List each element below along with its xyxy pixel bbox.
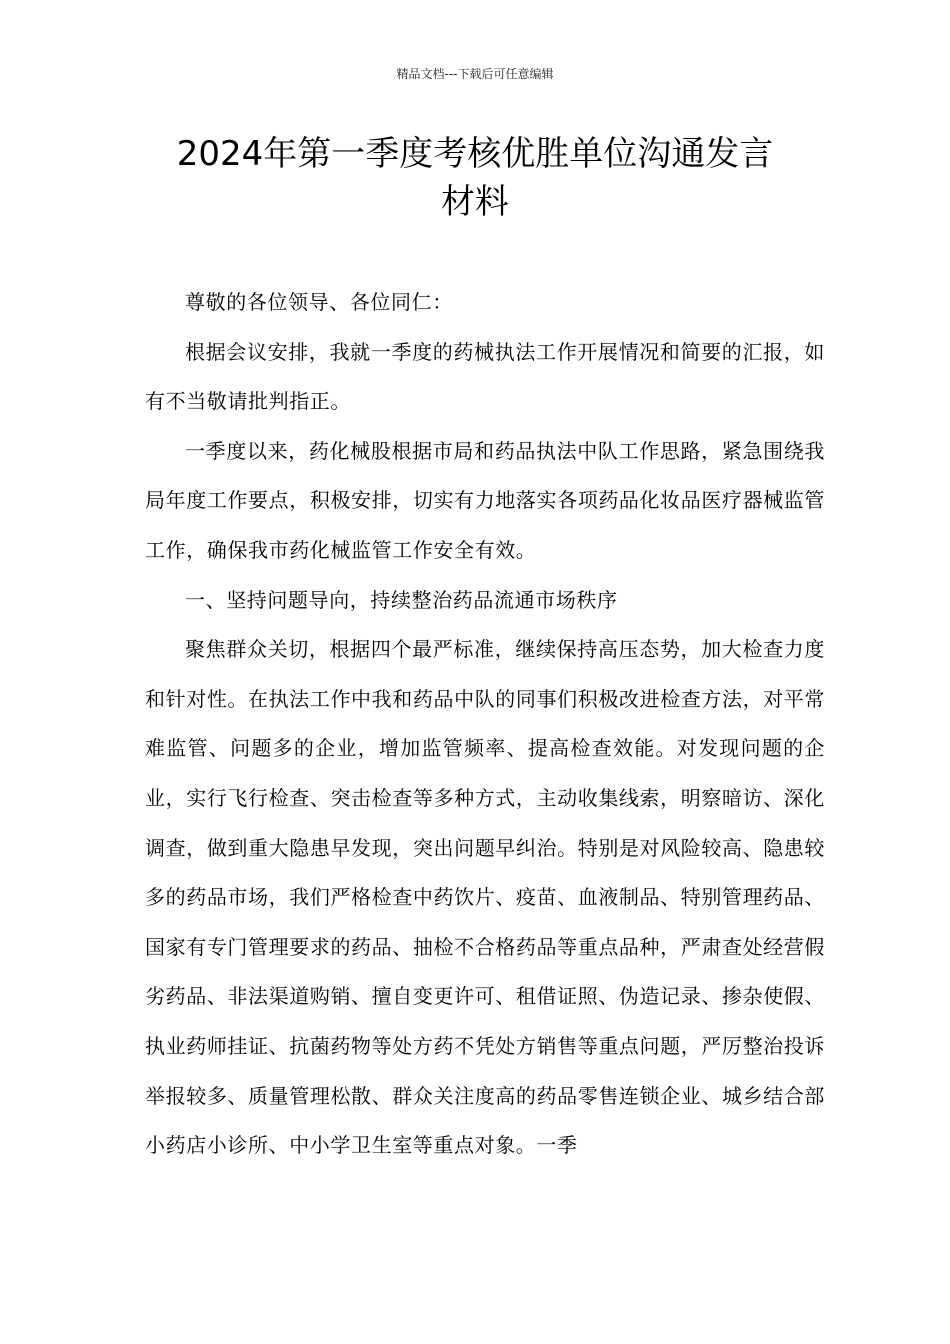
document-body xyxy=(145,278,825,1171)
paragraph: 聚焦群众关切，根据四个最严标准，继续保持高压态势，加大检查力度和针对性。在执法工作中我和药品中队的同事们积极改进检查方法，对平常难监管、问题多的企业，增加监管频率、提高检查效能。对发现问题的企业，实行飞行检查、突击检查等多种方式，主动收集线索，明察暗访、深化调查，做到重大隐患早发现，突出问题早纠治。特别是对风险较高、隐患较多的药品市场，我们严格检查中药饮片、疫苗、血液制品、特别管理药品、国家有专门管理要求的药品、抽检不合格药品等重点品种，严肃查处经营假劣药品、非法渠道购销、擅自变更许可、租借证照、伪造记录、掺杂使假、执业药师挂证、抗菌药物等处方药不凭处方销售等重点问题，严厉整治投诉举报较多、质量管理松散、群众关注度高的药品零售连锁企业、城乡结合部小药店小诊所、中小学卫生室等重点对象。一季 xyxy=(145,637,825,1158)
paragraph: 根据会议安排，我就一季度的药械执法工作开展情况和简要的汇报，如有不当敬请批判指正。 xyxy=(145,339,825,414)
paragraph: 一季度以来，药化械股根据市局和药品执法中队工作思路，紧急围绕我局年度工作要点，积极安排，切实有力地落实各项药品化妆品医疗器械监管工作，确保我市药化械监管工作安全有效。 xyxy=(145,438,825,562)
salutation: 尊敬的各位领导、各位同仁： xyxy=(185,290,453,314)
title-line-2: 材料 xyxy=(441,182,509,222)
section-heading: 一、坚持问题导向，持续整治药品流通市场秩序 xyxy=(185,587,618,612)
document-title xyxy=(100,130,850,226)
title-line-1: 2024年第一季度考核优胜单位沟通发言 xyxy=(176,134,774,174)
header-note: 精品文档---下载后可任意编辑 xyxy=(396,67,554,81)
